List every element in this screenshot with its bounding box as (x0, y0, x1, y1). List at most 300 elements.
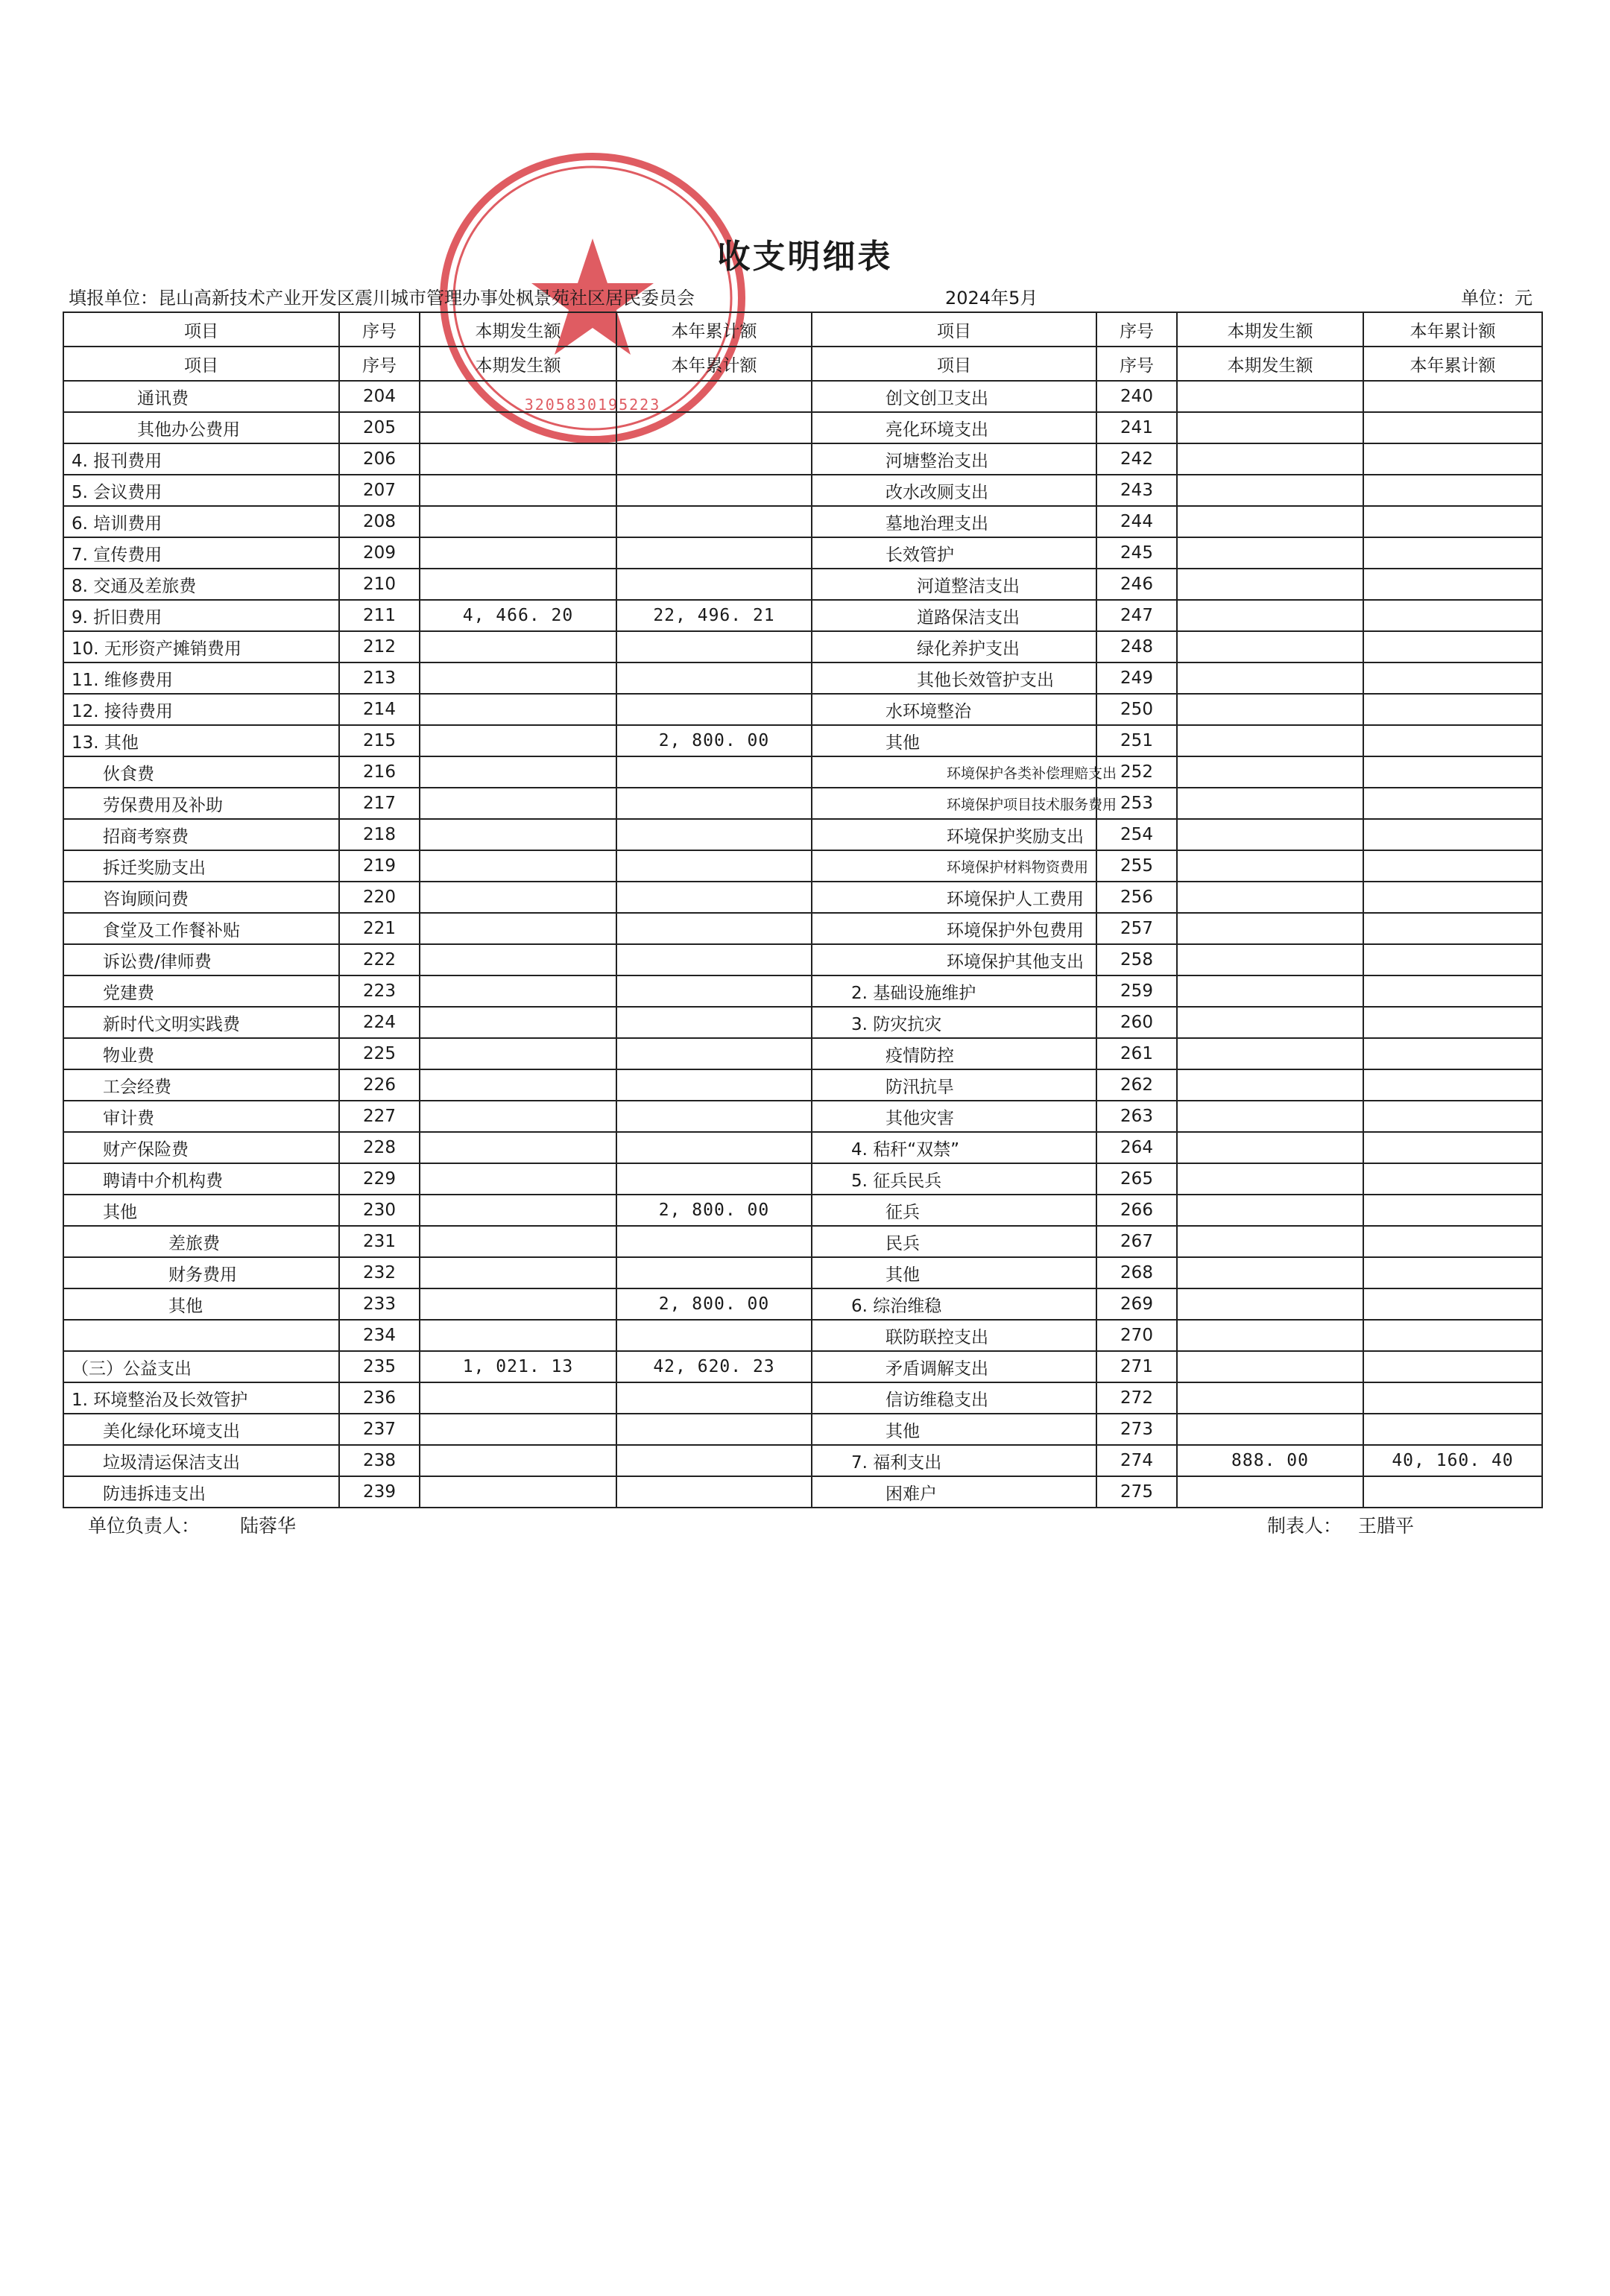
header-ytd: 本年累计额 (616, 312, 812, 347)
left-period-amount-cell (420, 1101, 616, 1132)
left-item-cell: 工会经费 (63, 1069, 339, 1101)
table-row (63, 1007, 1542, 1038)
left-period-amount-cell (420, 1195, 616, 1226)
left-ytd-amount-cell (616, 1163, 812, 1195)
left-seq-cell: 233 (339, 1288, 420, 1320)
left-seq-cell: 211 (339, 600, 420, 631)
header-no: 序号 (339, 312, 420, 347)
right-seq-cell: 269 (1096, 1288, 1177, 1320)
header-period: 本期发生额 (420, 347, 616, 381)
right-seq-cell: 240 (1096, 381, 1177, 412)
table-row (63, 1038, 1542, 1069)
right-period-amount-cell (1177, 788, 1363, 819)
table-row (63, 1132, 1542, 1163)
header-item: 项目 (63, 347, 339, 381)
right-seq-cell: 251 (1096, 725, 1177, 756)
left-ytd-amount-cell (616, 788, 812, 819)
right-seq-cell: 264 (1096, 1132, 1177, 1163)
header-item: 项目 (63, 312, 339, 347)
right-seq-cell: 261 (1096, 1038, 1177, 1069)
right-ytd-amount-cell (1363, 1101, 1542, 1132)
table-row (63, 1069, 1542, 1101)
left-ytd-amount-cell (616, 944, 812, 975)
right-seq-cell: 241 (1096, 412, 1177, 443)
right-period-amount-cell (1177, 475, 1363, 506)
left-item-cell: 垃圾清运保洁支出 (63, 1445, 339, 1476)
right-ytd-amount-cell (1363, 975, 1542, 1007)
right-ytd-amount-cell (1363, 1195, 1542, 1226)
right-ytd-amount-cell (1363, 475, 1542, 506)
right-seq-cell: 247 (1096, 600, 1177, 631)
right-item-cell: 征兵 (812, 1195, 1096, 1226)
header-period: 本期发生额 (420, 312, 616, 347)
left-ytd-amount-cell (616, 882, 812, 913)
left-period-amount-cell (420, 412, 616, 443)
right-seq-cell: 260 (1096, 1007, 1177, 1038)
left-item-cell: 拆迁奖励支出 (63, 850, 339, 882)
left-ytd-amount-cell (616, 1226, 812, 1257)
right-ytd-amount-cell (1363, 788, 1542, 819)
footer-head-label: 单位负责人： (88, 1515, 201, 1537)
right-ytd-amount-cell (1363, 1038, 1542, 1069)
right-ytd-amount-cell (1363, 443, 1542, 475)
table-row (63, 1101, 1542, 1132)
table-row (63, 913, 1542, 944)
left-ytd-amount-cell (616, 1038, 812, 1069)
left-period-amount-cell (420, 1257, 616, 1288)
right-ytd-amount-cell (1363, 1320, 1542, 1351)
header-ytd: 本年累计额 (1363, 347, 1542, 381)
right-ytd-amount-cell (1363, 1163, 1542, 1195)
table-row (63, 1382, 1542, 1414)
table-row (63, 819, 1542, 850)
header-item: 项目 (812, 312, 1096, 347)
right-seq-cell: 262 (1096, 1069, 1177, 1101)
right-item-cell: 矛盾调解支出 (812, 1351, 1096, 1382)
table-row (63, 662, 1542, 694)
right-item-cell: 其他长效管护支出 (812, 662, 1096, 694)
right-ytd-amount-cell (1363, 381, 1542, 412)
right-period-amount-cell (1177, 1257, 1363, 1288)
left-period-amount-cell (420, 662, 616, 694)
left-item-cell: 4. 报刊费用 (63, 443, 339, 475)
right-item-cell: 绿化养护支出 (812, 631, 1096, 662)
left-period-amount-cell (420, 381, 616, 412)
left-period-amount-cell (420, 694, 616, 725)
header-period: 本期发生额 (1177, 312, 1363, 347)
footer-maker-label: 制表人： (1267, 1515, 1342, 1537)
left-seq-cell: 206 (339, 443, 420, 475)
right-period-amount-cell (1177, 1320, 1363, 1351)
left-item-cell: 6. 培训费用 (63, 506, 339, 537)
left-period-amount-cell (420, 1226, 616, 1257)
right-ytd-amount-cell (1363, 944, 1542, 975)
left-seq-cell: 231 (339, 1226, 420, 1257)
right-item-cell: 联防联控支出 (812, 1320, 1096, 1351)
right-item-cell: 环境保护其他支出 (812, 944, 1096, 975)
right-ytd-amount-cell (1363, 1132, 1542, 1163)
table-row (63, 975, 1542, 1007)
left-ytd-amount-cell (616, 819, 812, 850)
left-item-cell: 新时代文明实践费 (63, 1007, 339, 1038)
left-item-cell: 审计费 (63, 1101, 339, 1132)
left-seq-cell: 204 (339, 381, 420, 412)
right-item-cell: 长效管护 (812, 537, 1096, 569)
right-period-amount-cell (1177, 756, 1363, 788)
left-item-cell: 通讯费 (63, 381, 339, 412)
right-seq-cell: 256 (1096, 882, 1177, 913)
table-row (63, 1226, 1542, 1257)
right-seq-cell: 252 (1096, 756, 1177, 788)
report-period: 2024年5月 (945, 288, 1038, 309)
header-no: 序号 (1096, 347, 1177, 381)
right-period-amount-cell (1177, 1007, 1363, 1038)
left-item-cell: 9. 折旧费用 (63, 600, 339, 631)
left-period-amount-cell (420, 819, 616, 850)
left-ytd-amount-cell (616, 506, 812, 537)
table-row (63, 412, 1542, 443)
table-row (63, 1476, 1542, 1508)
right-ytd-amount-cell (1363, 725, 1542, 756)
right-item-cell: 其他 (812, 1414, 1096, 1445)
left-period-amount-cell (420, 1069, 616, 1101)
left-ytd-amount-cell (616, 975, 812, 1007)
right-ytd-amount-cell (1363, 1414, 1542, 1445)
left-ytd-amount-cell (616, 569, 812, 600)
left-seq-cell: 214 (339, 694, 420, 725)
left-ytd-amount-cell (616, 1257, 812, 1288)
right-ytd-amount-cell (1363, 1226, 1542, 1257)
right-ytd-amount-cell (1363, 1382, 1542, 1414)
left-seq-cell: 224 (339, 1007, 420, 1038)
left-item-cell: 财产保险费 (63, 1132, 339, 1163)
left-item-cell: 咨询顾问费 (63, 882, 339, 913)
table-row (63, 1445, 1542, 1476)
left-ytd-amount-cell (616, 756, 812, 788)
right-ytd-amount-cell (1363, 631, 1542, 662)
right-period-amount-cell (1177, 1414, 1363, 1445)
left-ytd-amount-cell (616, 1382, 812, 1414)
right-period-amount-cell (1177, 537, 1363, 569)
left-item-cell: 招商考察费 (63, 819, 339, 850)
right-period-amount-cell (1177, 819, 1363, 850)
right-seq-cell: 244 (1096, 506, 1177, 537)
right-ytd-amount-cell (1363, 600, 1542, 631)
right-period-amount-cell (1177, 412, 1363, 443)
left-seq-cell: 209 (339, 537, 420, 569)
left-period-amount-cell (420, 913, 616, 944)
left-seq-cell: 234 (339, 1320, 420, 1351)
left-item-cell: 11. 维修费用 (63, 662, 339, 694)
right-seq-cell: 250 (1096, 694, 1177, 725)
left-item-cell: 聘请中介机构费 (63, 1163, 339, 1195)
table-row (63, 1320, 1542, 1351)
right-period-amount-cell (1177, 443, 1363, 475)
right-ytd-amount-cell (1363, 1069, 1542, 1101)
left-seq-cell: 232 (339, 1257, 420, 1288)
right-period-amount-cell (1177, 1069, 1363, 1101)
right-item-cell: 环境保护人工费用 (812, 882, 1096, 913)
left-ytd-amount-cell: 2, 800. 00 (616, 1288, 812, 1320)
right-period-amount-cell (1177, 1195, 1363, 1226)
left-period-amount-cell (420, 788, 616, 819)
right-item-cell: 困难户 (812, 1476, 1096, 1508)
left-ytd-amount-cell (616, 1445, 812, 1476)
left-item-cell: 诉讼费/律师费 (63, 944, 339, 975)
table-row (63, 600, 1542, 631)
right-ytd-amount-cell (1363, 1007, 1542, 1038)
left-period-amount-cell (420, 1132, 616, 1163)
left-item-cell: （三）公益支出 (63, 1351, 339, 1382)
left-item-cell: 劳保费用及补助 (63, 788, 339, 819)
left-seq-cell: 220 (339, 882, 420, 913)
left-item-cell: 8. 交通及差旅费 (63, 569, 339, 600)
header-row-1 (63, 312, 1542, 347)
right-item-cell: 墓地治理支出 (812, 506, 1096, 537)
right-item-cell: 其他 (812, 725, 1096, 756)
left-period-amount-cell (420, 1288, 616, 1320)
right-period-amount-cell (1177, 1132, 1363, 1163)
left-period-amount-cell (420, 725, 616, 756)
right-period-amount-cell (1177, 1476, 1363, 1508)
table-row (63, 443, 1542, 475)
left-period-amount-cell (420, 1476, 616, 1508)
right-ytd-amount-cell (1363, 537, 1542, 569)
right-ytd-amount-cell (1363, 1288, 1542, 1320)
header-item: 项目 (812, 347, 1096, 381)
table-row (63, 944, 1542, 975)
left-item-cell: 美化绿化环境支出 (63, 1414, 339, 1445)
left-item-cell: 差旅费 (63, 1226, 339, 1257)
left-ytd-amount-cell (616, 662, 812, 694)
left-seq-cell: 222 (339, 944, 420, 975)
right-item-cell: 2. 基础设施维护 (812, 975, 1096, 1007)
right-seq-cell: 265 (1096, 1163, 1177, 1195)
left-item-cell: 13. 其他 (63, 725, 339, 756)
left-period-amount-cell (420, 1007, 616, 1038)
right-seq-cell: 273 (1096, 1414, 1177, 1445)
left-item-cell: 物业费 (63, 1038, 339, 1069)
right-item-cell: 环境保护各类补偿理赔支出 (812, 756, 1096, 788)
right-item-cell: 河道整洁支出 (812, 569, 1096, 600)
currency-unit: 单位：元 (1461, 288, 1532, 309)
right-item-cell: 6. 综治维稳 (812, 1288, 1096, 1320)
table-row (63, 1288, 1542, 1320)
right-period-amount-cell (1177, 913, 1363, 944)
right-seq-cell: 242 (1096, 443, 1177, 475)
left-item-cell: 其他 (63, 1288, 339, 1320)
table-row (63, 1351, 1542, 1382)
table-row (63, 631, 1542, 662)
left-item-cell: 防违拆违支出 (63, 1476, 339, 1508)
right-period-amount-cell (1177, 631, 1363, 662)
right-ytd-amount-cell (1363, 1257, 1542, 1288)
table-row (63, 381, 1542, 412)
right-seq-cell: 267 (1096, 1226, 1177, 1257)
right-seq-cell: 271 (1096, 1351, 1177, 1382)
left-seq-cell: 205 (339, 412, 420, 443)
left-seq-cell: 227 (339, 1101, 420, 1132)
right-ytd-amount-cell (1363, 913, 1542, 944)
left-ytd-amount-cell (616, 1101, 812, 1132)
left-period-amount-cell (420, 1414, 616, 1445)
footer-maker-name: 王腊平 (1358, 1515, 1415, 1537)
left-seq-cell: 213 (339, 662, 420, 694)
header-ytd: 本年累计额 (1363, 312, 1542, 347)
detail-table (63, 311, 1543, 1508)
left-ytd-amount-cell (616, 537, 812, 569)
left-ytd-amount-cell (616, 475, 812, 506)
right-period-amount-cell (1177, 850, 1363, 882)
right-seq-cell: 258 (1096, 944, 1177, 975)
right-seq-cell: 268 (1096, 1257, 1177, 1288)
right-seq-cell: 245 (1096, 537, 1177, 569)
right-period-amount-cell (1177, 506, 1363, 537)
right-ytd-amount-cell (1363, 506, 1542, 537)
left-seq-cell: 212 (339, 631, 420, 662)
left-period-amount-cell (420, 1320, 616, 1351)
right-item-cell: 7. 福利支出 (812, 1445, 1096, 1476)
right-ytd-amount-cell: 40, 160. 40 (1363, 1445, 1542, 1476)
right-item-cell: 环境保护外包费用 (812, 913, 1096, 944)
right-seq-cell: 275 (1096, 1476, 1177, 1508)
right-period-amount-cell (1177, 1351, 1363, 1382)
left-ytd-amount-cell (616, 412, 812, 443)
right-period-amount-cell (1177, 662, 1363, 694)
table-row (63, 756, 1542, 788)
header-no: 序号 (339, 347, 420, 381)
right-item-cell: 环境保护材料物资费用 (812, 850, 1096, 882)
header-period: 本期发生额 (1177, 347, 1363, 381)
left-period-amount-cell: 1, 021. 13 (420, 1351, 616, 1382)
left-ytd-amount-cell (616, 850, 812, 882)
left-ytd-amount-cell: 2, 800. 00 (616, 1195, 812, 1226)
left-ytd-amount-cell (616, 1069, 812, 1101)
left-item-cell: 财务费用 (63, 1257, 339, 1288)
right-item-cell: 防汛抗旱 (812, 1069, 1096, 1101)
left-seq-cell: 207 (339, 475, 420, 506)
right-item-cell: 道路保洁支出 (812, 600, 1096, 631)
table-row (63, 1195, 1542, 1226)
left-item-cell: 12. 接待费用 (63, 694, 339, 725)
left-seq-cell: 235 (339, 1351, 420, 1382)
left-seq-cell: 210 (339, 569, 420, 600)
left-period-amount-cell (420, 756, 616, 788)
table-row (63, 1257, 1542, 1288)
right-item-cell: 改水改厕支出 (812, 475, 1096, 506)
right-seq-cell: 270 (1096, 1320, 1177, 1351)
right-item-cell: 河塘整治支出 (812, 443, 1096, 475)
right-seq-cell: 243 (1096, 475, 1177, 506)
right-seq-cell: 253 (1096, 788, 1177, 819)
left-item-cell: 1. 环境整治及长效管护 (63, 1382, 339, 1414)
right-ytd-amount-cell (1363, 819, 1542, 850)
right-item-cell: 5. 征兵民兵 (812, 1163, 1096, 1195)
left-period-amount-cell (420, 1382, 616, 1414)
left-period-amount-cell (420, 882, 616, 913)
left-seq-cell: 219 (339, 850, 420, 882)
right-item-cell: 疫情防控 (812, 1038, 1096, 1069)
left-item-cell: 7. 宣传费用 (63, 537, 339, 569)
table-row (63, 1414, 1542, 1445)
left-seq-cell: 230 (339, 1195, 420, 1226)
left-seq-cell: 216 (339, 756, 420, 788)
left-period-amount-cell (420, 1163, 616, 1195)
right-item-cell: 3. 防灾抗灾 (812, 1007, 1096, 1038)
right-item-cell: 环境保护项目技术服务费用 (812, 788, 1096, 819)
right-seq-cell: 272 (1096, 1382, 1177, 1414)
right-period-amount-cell (1177, 975, 1363, 1007)
right-ytd-amount-cell (1363, 756, 1542, 788)
left-ytd-amount-cell (616, 1476, 812, 1508)
table-row (63, 882, 1542, 913)
left-seq-cell: 228 (339, 1132, 420, 1163)
right-seq-cell: 263 (1096, 1101, 1177, 1132)
left-seq-cell: 223 (339, 975, 420, 1007)
left-seq-cell: 238 (339, 1445, 420, 1476)
right-item-cell: 创文创卫支出 (812, 381, 1096, 412)
left-period-amount-cell (420, 1038, 616, 1069)
right-item-cell: 民兵 (812, 1226, 1096, 1257)
left-seq-cell: 229 (339, 1163, 420, 1195)
left-ytd-amount-cell (616, 1007, 812, 1038)
left-period-amount-cell (420, 506, 616, 537)
left-ytd-amount-cell (616, 1132, 812, 1163)
right-period-amount-cell (1177, 1226, 1363, 1257)
right-period-amount-cell (1177, 381, 1363, 412)
right-ytd-amount-cell (1363, 662, 1542, 694)
left-seq-cell: 221 (339, 913, 420, 944)
left-item-cell: 5. 会议费用 (63, 475, 339, 506)
right-item-cell: 亮化环境支出 (812, 412, 1096, 443)
header-ytd: 本年累计额 (616, 347, 812, 381)
table-row (63, 537, 1542, 569)
footer-head-name: 陆蓉华 (240, 1515, 297, 1537)
right-period-amount-cell (1177, 1382, 1363, 1414)
left-seq-cell: 217 (339, 788, 420, 819)
left-period-amount-cell (420, 975, 616, 1007)
left-period-amount-cell (420, 1445, 616, 1476)
left-period-amount-cell (420, 850, 616, 882)
left-seq-cell: 208 (339, 506, 420, 537)
table-row (63, 850, 1542, 882)
left-ytd-amount-cell (616, 913, 812, 944)
page-title: 收支明细表 (717, 238, 893, 276)
right-period-amount-cell (1177, 944, 1363, 975)
right-item-cell: 水环境整治 (812, 694, 1096, 725)
left-seq-cell: 218 (339, 819, 420, 850)
right-ytd-amount-cell (1363, 412, 1542, 443)
left-period-amount-cell (420, 475, 616, 506)
header-no: 序号 (1096, 312, 1177, 347)
left-ytd-amount-cell: 22, 496. 21 (616, 600, 812, 631)
left-ytd-amount-cell (616, 631, 812, 662)
right-item-cell: 其他灾害 (812, 1101, 1096, 1132)
left-seq-cell: 215 (339, 725, 420, 756)
right-ytd-amount-cell (1363, 1351, 1542, 1382)
right-period-amount-cell (1177, 1163, 1363, 1195)
left-ytd-amount-cell (616, 443, 812, 475)
left-period-amount-cell (420, 631, 616, 662)
left-item-cell: 食堂及工作餐补贴 (63, 913, 339, 944)
right-item-cell: 环境保护奖励支出 (812, 819, 1096, 850)
right-seq-cell: 248 (1096, 631, 1177, 662)
right-ytd-amount-cell (1363, 694, 1542, 725)
left-item-cell: 伙食费 (63, 756, 339, 788)
right-period-amount-cell (1177, 694, 1363, 725)
right-ytd-amount-cell (1363, 850, 1542, 882)
left-ytd-amount-cell (616, 381, 812, 412)
